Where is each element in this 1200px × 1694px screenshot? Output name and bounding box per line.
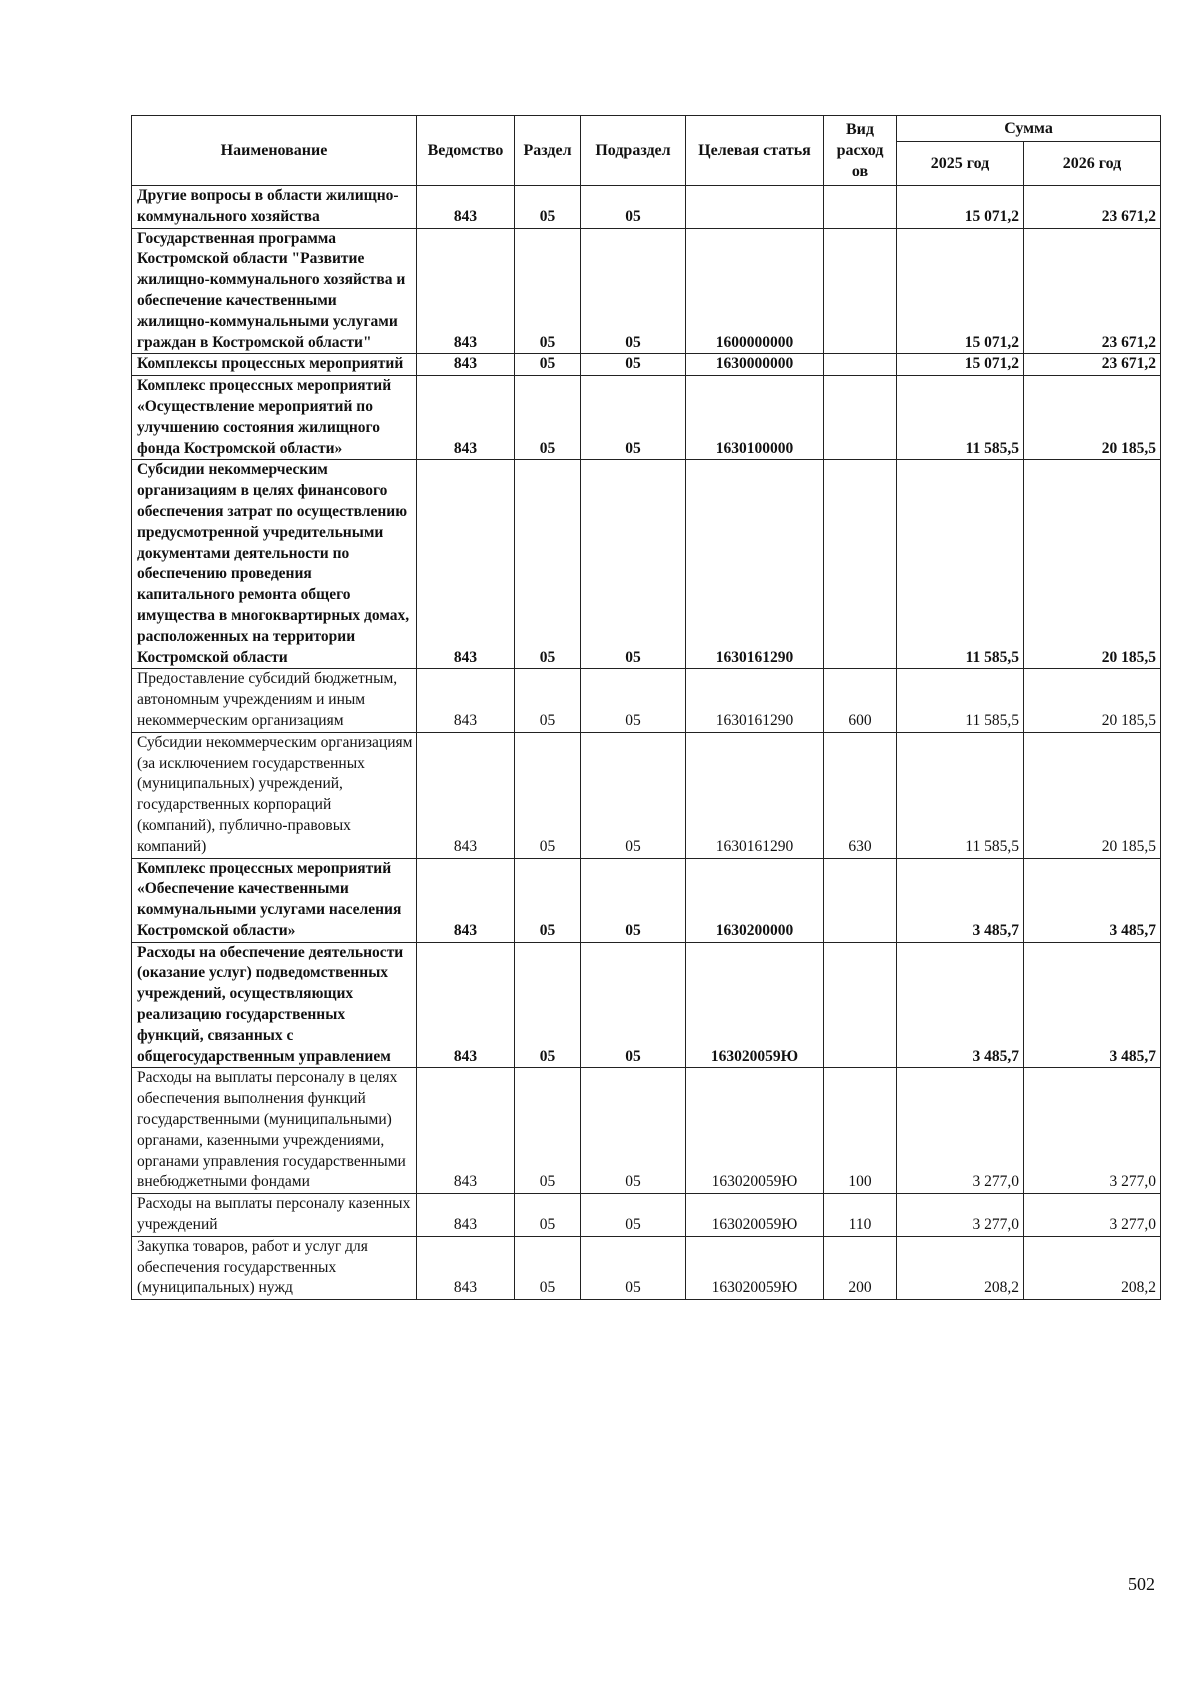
- table-row: [132, 354, 1161, 376]
- row-section: 05: [515, 1194, 581, 1237]
- row-dept: 843: [417, 858, 515, 942]
- budget-table: [131, 115, 1161, 1300]
- row-section: 05: [515, 354, 581, 376]
- row-subsection: 05: [581, 354, 686, 376]
- row-sum-2025: 3 277,0: [897, 1194, 1024, 1237]
- header-target: Целевая статья: [686, 116, 824, 186]
- row-target: 1630000000: [686, 354, 824, 376]
- row-name: Закупка товаров, работ и услуг для обеспечения государственных (муниципальных) нужд: [132, 1236, 417, 1299]
- row-sum-2025: 208,2: [897, 1236, 1024, 1299]
- row-name: Предоставление субсидий бюджетным, автономным учреждениям и иным некоммерческим организациям: [132, 669, 417, 732]
- table-body: [132, 186, 1161, 1300]
- row-sum-2026: 3 485,7: [1024, 942, 1161, 1068]
- row-name: Комплекс процессных мероприятий «Обеспечение качественными коммунальными услугами населения Костромской области»: [132, 858, 417, 942]
- header-subsection: Подраздел: [581, 116, 686, 186]
- row-subsection: 05: [581, 1236, 686, 1299]
- table-row: [132, 1194, 1161, 1237]
- row-expense-type: [824, 942, 897, 1068]
- row-name: Комплекс процессных мероприятий «Осуществление мероприятий по улучшению состояния жилищного фонда Костромской области»: [132, 376, 417, 460]
- row-sum-2025: 3 485,7: [897, 942, 1024, 1068]
- row-expense-type: 600: [824, 669, 897, 732]
- row-name: Субсидии некоммерческим организациям (за исключением государственных (муниципальных) учреждений, государственных корпораций (компаний), публично-правовых компаний): [132, 732, 417, 858]
- row-dept: 843: [417, 732, 515, 858]
- row-sum-2025: 15 071,2: [897, 186, 1024, 229]
- row-sum-2026: 3 485,7: [1024, 858, 1161, 942]
- row-subsection: 05: [581, 732, 686, 858]
- row-sum-2026: 20 185,5: [1024, 376, 1161, 460]
- header-year-2025: 2025 год: [897, 142, 1024, 186]
- row-expense-type: [824, 858, 897, 942]
- row-target: 1630161290: [686, 732, 824, 858]
- row-section: 05: [515, 1236, 581, 1299]
- row-sum-2026: 3 277,0: [1024, 1194, 1161, 1237]
- row-expense-type: [824, 228, 897, 354]
- row-dept: 843: [417, 186, 515, 229]
- row-section: 05: [515, 942, 581, 1068]
- row-sum-2026: 20 185,5: [1024, 732, 1161, 858]
- row-section: 05: [515, 460, 581, 669]
- header-year-2026: 2026 год: [1024, 142, 1161, 186]
- table-row: [132, 858, 1161, 942]
- header-expense-type: Вид расход ов: [824, 116, 897, 186]
- row-target: 1630100000: [686, 376, 824, 460]
- row-name: Расходы на выплаты персоналу в целях обеспечения выполнения функций государственными (муниципальными) органами, казенными учреждениями, органами управления государственными внебюджетными фондами: [132, 1068, 417, 1194]
- row-name: Комплексы процессных мероприятий: [132, 354, 417, 376]
- row-name: Государственная программа Костромской области "Развитие жилищно-коммунального хозяйства и обеспечение качественными жилищно-коммунальными услугами граждан в Костромской области": [132, 228, 417, 354]
- table-row: [132, 1236, 1161, 1299]
- row-sum-2025: 11 585,5: [897, 732, 1024, 858]
- row-section: 05: [515, 732, 581, 858]
- row-target: 163020059Ю: [686, 1194, 824, 1237]
- row-subsection: 05: [581, 1194, 686, 1237]
- row-expense-type: 630: [824, 732, 897, 858]
- row-dept: 843: [417, 669, 515, 732]
- header-section: Раздел: [515, 116, 581, 186]
- row-section: 05: [515, 669, 581, 732]
- document-page: [131, 115, 1161, 1300]
- table-row: [132, 376, 1161, 460]
- row-target: [686, 186, 824, 229]
- row-dept: 843: [417, 460, 515, 669]
- row-dept: 843: [417, 1236, 515, 1299]
- row-expense-type: 200: [824, 1236, 897, 1299]
- row-dept: 843: [417, 942, 515, 1068]
- row-subsection: 05: [581, 228, 686, 354]
- header-sum: Сумма: [897, 116, 1161, 142]
- row-target: 1600000000: [686, 228, 824, 354]
- row-expense-type: [824, 186, 897, 229]
- header-row-1: [132, 116, 1161, 142]
- row-name: Субсидии некоммерческим организациям в целях финансового обеспечения затрат по осуществлению предусмотренной учредительными документами деятельности по обеспечению проведения капитального ремонта общего имущества в многоквартирных домах, расположенных на территории Костромской области: [132, 460, 417, 669]
- row-section: 05: [515, 228, 581, 354]
- row-target: 1630161290: [686, 460, 824, 669]
- row-expense-type: [824, 354, 897, 376]
- row-subsection: 05: [581, 1068, 686, 1194]
- row-sum-2025: 11 585,5: [897, 460, 1024, 669]
- row-subsection: 05: [581, 460, 686, 669]
- row-sum-2025: 15 071,2: [897, 354, 1024, 376]
- row-sum-2025: 11 585,5: [897, 376, 1024, 460]
- row-section: 05: [515, 1068, 581, 1194]
- row-sum-2026: 23 671,2: [1024, 186, 1161, 229]
- table-row: [132, 460, 1161, 669]
- row-dept: 843: [417, 354, 515, 376]
- row-section: 05: [515, 186, 581, 229]
- header-name: Наименование: [132, 116, 417, 186]
- table-row: [132, 228, 1161, 354]
- row-section: 05: [515, 858, 581, 942]
- row-expense-type: 100: [824, 1068, 897, 1194]
- row-sum-2026: 20 185,5: [1024, 669, 1161, 732]
- row-name: Другие вопросы в области жилищно-коммунального хозяйства: [132, 186, 417, 229]
- row-dept: 843: [417, 228, 515, 354]
- row-name: Расходы на выплаты персоналу казенных учреждений: [132, 1194, 417, 1237]
- row-target: 163020059Ю: [686, 1236, 824, 1299]
- row-sum-2025: 3 277,0: [897, 1068, 1024, 1194]
- page-number: 502: [1128, 1574, 1155, 1594]
- table-row: [132, 669, 1161, 732]
- row-sum-2026: 20 185,5: [1024, 460, 1161, 669]
- row-subsection: 05: [581, 669, 686, 732]
- row-sum-2025: 3 485,7: [897, 858, 1024, 942]
- row-subsection: 05: [581, 376, 686, 460]
- row-sum-2025: 11 585,5: [897, 669, 1024, 732]
- row-subsection: 05: [581, 942, 686, 1068]
- row-sum-2026: 23 671,2: [1024, 354, 1161, 376]
- row-subsection: 05: [581, 186, 686, 229]
- row-expense-type: [824, 376, 897, 460]
- table-row: [132, 942, 1161, 1068]
- row-name: Расходы на обеспечение деятельности (оказание услуг) подведомственных учреждений, осуществляющих реализацию государственных функций, связанных с общегосударственным управлением: [132, 942, 417, 1068]
- row-sum-2026: 208,2: [1024, 1236, 1161, 1299]
- row-subsection: 05: [581, 858, 686, 942]
- row-dept: 843: [417, 376, 515, 460]
- row-dept: 843: [417, 1068, 515, 1194]
- row-dept: 843: [417, 1194, 515, 1237]
- row-target: 163020059Ю: [686, 942, 824, 1068]
- table-row: [132, 732, 1161, 858]
- row-sum-2025: 15 071,2: [897, 228, 1024, 354]
- row-target: 163020059Ю: [686, 1068, 824, 1194]
- table-row: [132, 186, 1161, 229]
- row-target: 1630161290: [686, 669, 824, 732]
- row-sum-2026: 3 277,0: [1024, 1068, 1161, 1194]
- row-section: 05: [515, 376, 581, 460]
- row-expense-type: 110: [824, 1194, 897, 1237]
- row-expense-type: [824, 460, 897, 669]
- header-dept: Ведомство: [417, 116, 515, 186]
- table-row: [132, 1068, 1161, 1194]
- row-sum-2026: 23 671,2: [1024, 228, 1161, 354]
- row-target: 1630200000: [686, 858, 824, 942]
